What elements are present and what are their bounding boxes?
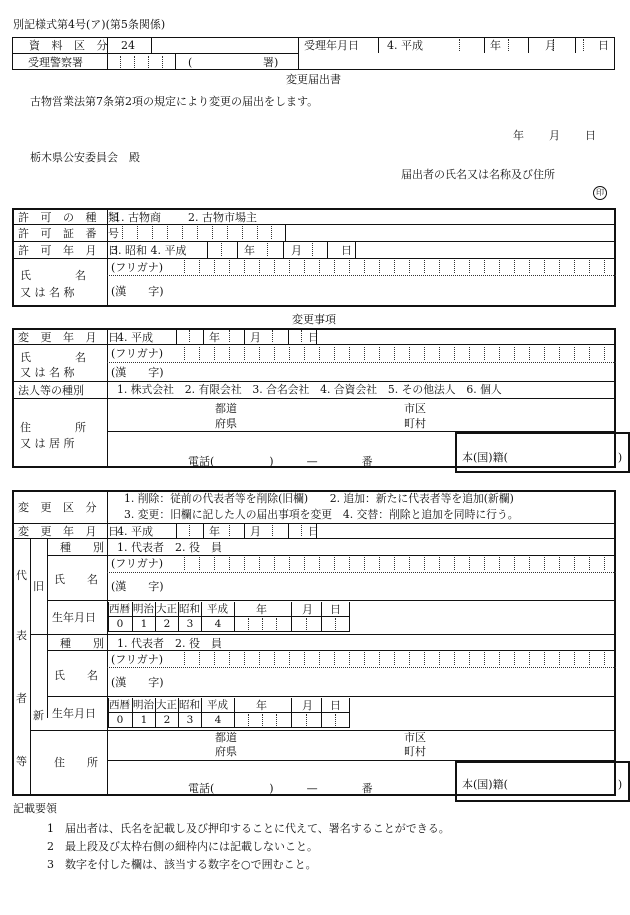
change-furigana: (フリガナ) xyxy=(111,347,164,360)
permit-name-label-1: 氏 名 xyxy=(20,269,86,282)
new-era-code-3: 3 xyxy=(186,714,194,726)
receipt-year: 年 xyxy=(490,39,501,52)
change-year: 年 xyxy=(209,331,220,344)
police-label: 受理警察署 xyxy=(28,56,83,69)
rep-city-2: 町村 xyxy=(404,745,426,758)
receipt-date-label: 受理年月日 xyxy=(304,39,359,52)
rep-date-day: 日 xyxy=(308,525,319,538)
doc-type-label: 資 料 区 分 xyxy=(29,39,112,52)
rep-date-month: 月 xyxy=(250,525,261,538)
permit-day: 日 xyxy=(341,244,352,257)
change-city-1: 市区 xyxy=(404,402,426,415)
rep-honseki: 本(国)籍( ) xyxy=(462,778,623,791)
permit-type-option-2: 2. 古物市場主 xyxy=(188,211,257,224)
new-kind-options: 1. 代表者 2. 役 員 xyxy=(117,637,222,650)
new-era-2: 大正 xyxy=(156,699,177,711)
new-era-code-2: 2 xyxy=(163,714,171,726)
rep-todofuken-2: 府県 xyxy=(215,745,237,758)
old-era-code-0: 0 xyxy=(116,618,124,630)
rep-todofuken-1: 都道 xyxy=(215,731,237,744)
permit-year: 年 xyxy=(244,244,255,257)
new-birth-year: 年 xyxy=(256,699,267,712)
note-2: 2 最上段及び太枠右側の細枠内には記載しないこと。 xyxy=(47,840,318,853)
intro-text: 古物営業法第7条第2項の規定により変更の届出をします。 xyxy=(30,95,319,108)
new-era-4: 平成 xyxy=(207,699,228,711)
seal-mark: 印 xyxy=(593,186,607,200)
old-birth-day: 日 xyxy=(330,603,341,616)
permit-date-era: 3. 昭和 4. 平成 xyxy=(111,244,187,257)
change-name-label-1: 氏 名 xyxy=(20,351,86,364)
old-kind-options: 1. 代表者 2. 役 員 xyxy=(117,541,222,554)
new-birth-label: 生年月日 xyxy=(52,707,96,720)
rep-phone: 電話( ) — 番 xyxy=(188,782,373,795)
applicant-label: 届出者の氏名又は名称及び住所 xyxy=(401,168,555,181)
old-kind-label: 種 別 xyxy=(60,541,104,554)
change-todofuken-2: 府県 xyxy=(215,417,237,430)
entity-type-options: 1. 株式会社 2. 有限会社 3. 合名会社 4. 合資会社 5. その他法人 6. 個人 xyxy=(117,383,502,396)
page-title: 変更届出書 xyxy=(286,73,341,86)
date-year: 年 xyxy=(513,129,524,142)
new-era-0: 西暦 xyxy=(109,699,130,711)
new-era-code-1: 1 xyxy=(140,714,148,726)
new-kind-label: 種 別 xyxy=(60,637,104,650)
change-heading: 変更事項 xyxy=(292,313,336,326)
permit-date-label: 許 可 年 月 日 xyxy=(18,244,123,257)
entity-type-label: 法人等の種別 xyxy=(18,384,84,397)
old-era-3: 昭和 xyxy=(179,603,200,615)
old-birth-month: 月 xyxy=(302,603,313,616)
new-birth-month: 月 xyxy=(302,699,313,712)
date-day: 日 xyxy=(585,129,596,142)
rep-address-label: 住 所 xyxy=(54,756,98,769)
permit-month: 月 xyxy=(291,244,302,257)
note-1: 1 届出者は、氏名を記載し及び押印することに代えて、署名することができる。 xyxy=(47,822,450,835)
change-address-label-1: 住 所 xyxy=(20,421,86,434)
new-label: 新 xyxy=(33,709,44,722)
change-honseki: 本(国)籍( ) xyxy=(462,451,623,464)
receipt-day: 日 xyxy=(598,39,609,52)
side-char-1: 代 xyxy=(16,569,27,582)
new-era-3: 昭和 xyxy=(179,699,200,711)
date-month: 月 xyxy=(549,129,560,142)
new-era-1: 明治 xyxy=(133,699,154,711)
new-furigana: (フリガナ) xyxy=(111,653,164,666)
permit-number-label: 許 可 証 番 号 xyxy=(18,227,123,240)
change-address-label-2: 又 は 居 所 xyxy=(20,437,75,450)
addressee: 栃木県公安委員会 殿 xyxy=(30,151,140,164)
old-label: 旧 xyxy=(33,580,44,593)
change-phone: 電話( ) — 番 xyxy=(188,455,373,468)
side-char-3: 者 xyxy=(16,692,27,705)
rep-change-line-2: 3. 変更：旧欄に記した人の届出事項を変更 4. 交替：削除と追加を同時に行う。 xyxy=(124,508,519,521)
change-kanji: (漢 字) xyxy=(111,366,164,379)
permit-name-label-2: 又 は 名 称 xyxy=(20,286,75,299)
old-era-code-1: 1 xyxy=(140,618,148,630)
rep-date-year: 年 xyxy=(209,525,220,538)
old-birth-label: 生年月日 xyxy=(52,611,96,624)
side-char-2: 表 xyxy=(16,629,27,642)
permit-furigana: (フリガナ) xyxy=(111,261,164,274)
old-era-4: 平成 xyxy=(207,603,228,615)
old-era-1: 明治 xyxy=(133,603,154,615)
receipt-month: 月 xyxy=(545,39,556,52)
change-name-label-2: 又 は 名 称 xyxy=(20,366,75,379)
permit-kanji: (漢 字) xyxy=(111,285,164,298)
receipt-era: 4. 平成 xyxy=(387,39,423,52)
side-char-4: 等 xyxy=(16,755,27,768)
note-3: 3 数字を付した欄は、該当する数字を○で囲むこと。 xyxy=(47,858,317,871)
permit-type-option-1: 1. 古物商 xyxy=(114,211,161,224)
change-date-era: 4. 平成 xyxy=(117,331,153,344)
new-name-label: 氏 名 xyxy=(54,669,98,682)
new-kanji: (漢 字) xyxy=(111,676,164,689)
old-era-code-2: 2 xyxy=(163,618,171,630)
change-date-label: 変 更 年 月 日 xyxy=(18,331,123,344)
rep-change-line-1: 1. 削除：従前の代表者等を削除(旧欄) 2. 追加：新たに代表者等を追加(新欄) xyxy=(124,492,514,505)
old-era-0: 西暦 xyxy=(109,603,130,615)
old-era-2: 大正 xyxy=(156,603,177,615)
police-suffix: 署) xyxy=(263,56,279,69)
change-month: 月 xyxy=(250,331,261,344)
new-era-code-0: 0 xyxy=(116,714,124,726)
rep-date-era: 4. 平成 xyxy=(117,525,153,538)
rep-change-type-label: 変 更 区 分 xyxy=(18,501,101,514)
new-era-code-4: 4 xyxy=(214,714,222,726)
old-kanji: (漢 字) xyxy=(111,580,164,593)
doc-type-value: 24 xyxy=(121,39,135,52)
old-era-code-3: 3 xyxy=(186,618,194,630)
permit-type-label: 許 可 の 種 類 xyxy=(18,211,123,224)
old-era-code-4: 4 xyxy=(214,618,222,630)
old-birth-year: 年 xyxy=(256,603,267,616)
notes-heading: 記載要領 xyxy=(13,802,57,815)
change-city-2: 町村 xyxy=(404,417,426,430)
change-todofuken-1: 都道 xyxy=(215,402,237,415)
new-birth-day: 日 xyxy=(330,699,341,712)
rep-city-1: 市区 xyxy=(404,731,426,744)
police-paren: ( xyxy=(188,56,193,69)
old-furigana: (フリガナ) xyxy=(111,557,164,570)
rep-date-label: 変 更 年 月 日 xyxy=(18,525,123,538)
form-number: 別記様式第4号(ア)(第5条関係) xyxy=(13,18,166,31)
old-name-label: 氏 名 xyxy=(54,573,98,586)
change-day: 日 xyxy=(308,331,319,344)
